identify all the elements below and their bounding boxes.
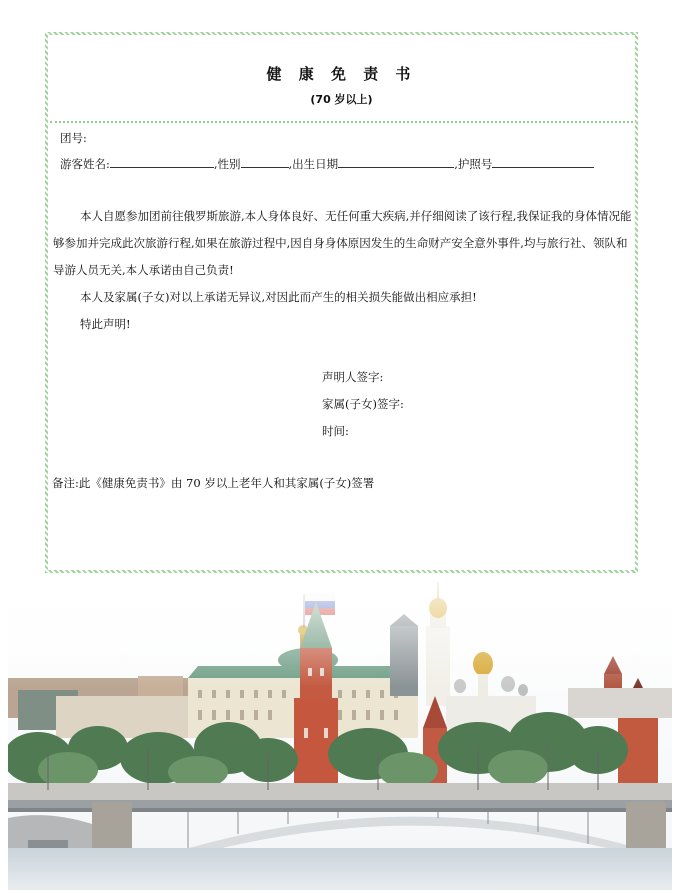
document-title: 健 康 免 责 书 [266,65,417,83]
paragraph-commitment: 本人自愿参加团前往俄罗斯旅游,本人身体良好、无任何重大疾病,并仔细阅读了该行程,我保证我的身体情况能够参加并完成此次旅游行程,如果在旅游过程中,因自身身体原因发生的生命财产安全意外事件,均与旅行社、领队和导游人员无关,本人承诺由自己负责! [53,209,632,277]
declarant-signature-label: 声明人签字: [322,370,384,384]
tourist-info-line [60,156,594,172]
name-blank[interactable] [110,156,214,168]
group-number-line [60,130,87,146]
document-frame [45,32,638,573]
document-subtitle: (70 岁以上) [310,93,373,106]
gender-label: ,性别 [213,157,241,171]
header-divider [50,121,633,123]
name-label: 游客姓名: [60,157,110,171]
paragraph-family-agreement: 本人及家属(子女)对以上承诺无异议,对因此而产生的相关损失能做出相应承担! [80,290,477,304]
dob-blank[interactable] [338,156,454,168]
family-signature-label: 家属(子女)签字: [322,397,404,411]
paragraph-declaration: 特此声明! [80,317,131,331]
gender-blank[interactable] [241,156,289,168]
passport-blank[interactable] [492,156,594,168]
time-label: 时间: [322,424,349,438]
kremlin-photo [8,578,672,890]
passport-label: ,护照号 [454,157,493,171]
group-number-label: 团号: [60,131,87,145]
remark-note: 备注:此《健康免责书》由 70 岁以上老年人和其家属(子女)签署 [52,476,375,490]
dob-label: ,出生日期 [288,157,339,171]
